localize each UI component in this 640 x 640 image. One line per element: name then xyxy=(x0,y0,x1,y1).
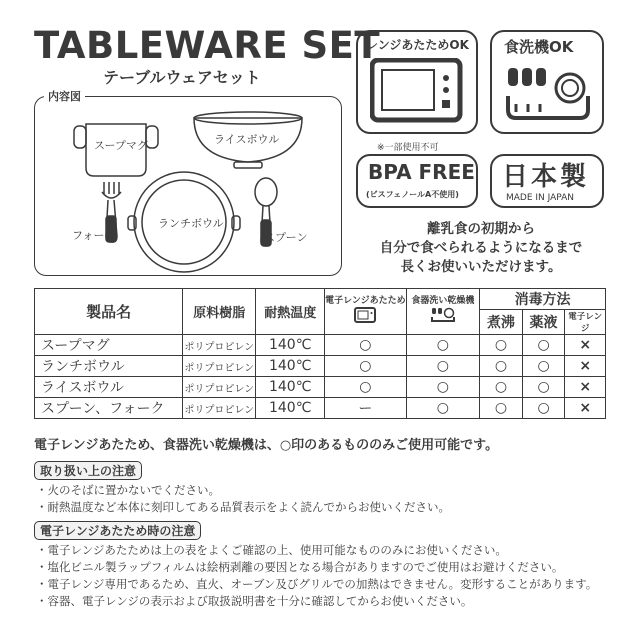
row-temp: 140℃ xyxy=(256,356,325,377)
row-boil: ○ xyxy=(480,398,523,419)
page-title: TABLEWARE SET xyxy=(34,24,381,67)
header-temp: 耐熱温度 xyxy=(256,289,325,335)
microwave-note-item: ・塩化ビニル製ラップフィルムは絵柄剥離の要因となる場合がありますのでご使用はお避けください。 xyxy=(36,560,564,574)
row-name: ライスボウル xyxy=(35,377,183,398)
handling-heading: 取り扱い上の注意 xyxy=(34,461,142,480)
header-chemical: 薬液 xyxy=(522,310,565,335)
tableware-illustration xyxy=(34,96,340,274)
row-material: ポリプロピレン xyxy=(183,356,256,377)
intro-line-3: 長くお使いいただけます。 xyxy=(400,259,562,275)
lunch-bowl-label: ランチボウル xyxy=(158,217,224,230)
handling-item: ・耐熱温度など本体に刻印してある品質表示をよく読んでからお使いください。 xyxy=(36,500,450,514)
microwave-note-item: ・電子レンジあたためは上の表をよくご確認の上、使用可能なもののみにお使いください。 xyxy=(36,543,507,557)
row-dishwasher: ○ xyxy=(406,356,480,377)
row-microwave: ○ xyxy=(325,356,407,377)
handling-item: ・火のそばに置かないでください。 xyxy=(36,483,220,497)
usage-notice: 電子レンジあたため、食器洗い乾燥機は、○印のあるもののみご使用可能です。 xyxy=(34,438,499,453)
row-temp: 140℃ xyxy=(256,398,325,419)
table-row xyxy=(35,398,606,419)
intro-text xyxy=(356,220,606,277)
table-row xyxy=(35,356,606,377)
row-material: ポリプロピレン xyxy=(183,377,256,398)
header-boil: 煮沸 xyxy=(480,310,523,335)
row-boil: ○ xyxy=(480,335,523,356)
row-microwave-sterilize: × xyxy=(565,398,606,419)
made-in-japan-label: 日本製 xyxy=(502,162,590,192)
page-subtitle: テーブルウェアセット xyxy=(103,68,261,87)
row-microwave-sterilize: × xyxy=(565,356,606,377)
table-row xyxy=(35,377,606,398)
row-dishwasher: ○ xyxy=(406,377,480,398)
table-row xyxy=(35,335,606,356)
made-in-japan-sub: MADE IN JAPAN xyxy=(506,193,575,203)
spec-table xyxy=(34,288,606,419)
header-microwave-sterilize: 電子レンジ xyxy=(565,310,606,335)
small-dishwasher-icon xyxy=(431,307,455,323)
contents-label: 内容図 xyxy=(44,88,85,104)
row-microwave: ○ xyxy=(325,335,407,356)
header-microwave xyxy=(325,289,407,335)
microwave-ok-label: レンジあたためOK xyxy=(366,38,469,52)
row-microwave-sterilize: × xyxy=(565,335,606,356)
header-product: 製品名 xyxy=(35,289,183,335)
row-microwave: ○ xyxy=(325,377,407,398)
bpa-free-sub: (ビスフェノールA不使用) xyxy=(366,190,459,199)
row-boil: ○ xyxy=(480,377,523,398)
fork-label: フォーク xyxy=(72,229,116,242)
header-microwave-label: 電子レンジあたため xyxy=(325,296,406,306)
row-chemical: ○ xyxy=(522,398,565,419)
header-dishwasher-label: 食器洗い乾燥機 xyxy=(411,296,475,306)
small-microwave-icon xyxy=(354,307,376,323)
soup-mug-label: スープマグ xyxy=(94,139,148,152)
header-dishwasher xyxy=(406,289,480,335)
row-boil: ○ xyxy=(480,356,523,377)
row-chemical: ○ xyxy=(522,377,565,398)
row-name: ランチボウル xyxy=(35,356,183,377)
bpa-free-label: BPA FREE xyxy=(368,160,475,184)
spoon-label: スプーン xyxy=(264,231,308,244)
microwave-note-item: ・容器、電子レンジの表示および取扱説明書を十分に確認してからお使いください。 xyxy=(36,594,473,608)
header-material: 原料樹脂 xyxy=(183,289,256,335)
row-temp: 140℃ xyxy=(256,335,325,356)
row-name: スプーン、フォーク xyxy=(35,398,183,419)
microwave-note-item: ・電子レンジ専用であるため、直火、オーブン及びグリルでの加熱はできません。変形することがあります。 xyxy=(36,577,598,591)
row-chemical: ○ xyxy=(522,335,565,356)
row-microwave-sterilize: × xyxy=(565,377,606,398)
intro-line-1: 離乳食の初期から xyxy=(427,221,535,237)
row-name: スープマグ xyxy=(35,335,183,356)
row-chemical: ○ xyxy=(522,356,565,377)
row-temp: 140℃ xyxy=(256,377,325,398)
dishwasher-icon xyxy=(506,60,590,124)
microwave-icon xyxy=(370,58,464,124)
row-dishwasher: ○ xyxy=(406,335,480,356)
microwave-notes-heading: 電子レンジあたため時の注意 xyxy=(34,521,201,540)
row-microwave: ー xyxy=(325,398,407,419)
row-material: ポリプロピレン xyxy=(183,398,256,419)
microwave-partial-note: ※一部使用不可 xyxy=(377,143,439,153)
intro-line-2: 自分で食べられるようになるまで xyxy=(379,240,583,256)
dishwasher-ok-label: 食洗機OK xyxy=(504,38,574,56)
row-material: ポリプロピレン xyxy=(183,335,256,356)
rice-bowl-label: ライスボウル xyxy=(214,133,280,146)
row-dishwasher: ○ xyxy=(406,398,480,419)
header-sterilize: 消毒方法 xyxy=(480,289,606,310)
